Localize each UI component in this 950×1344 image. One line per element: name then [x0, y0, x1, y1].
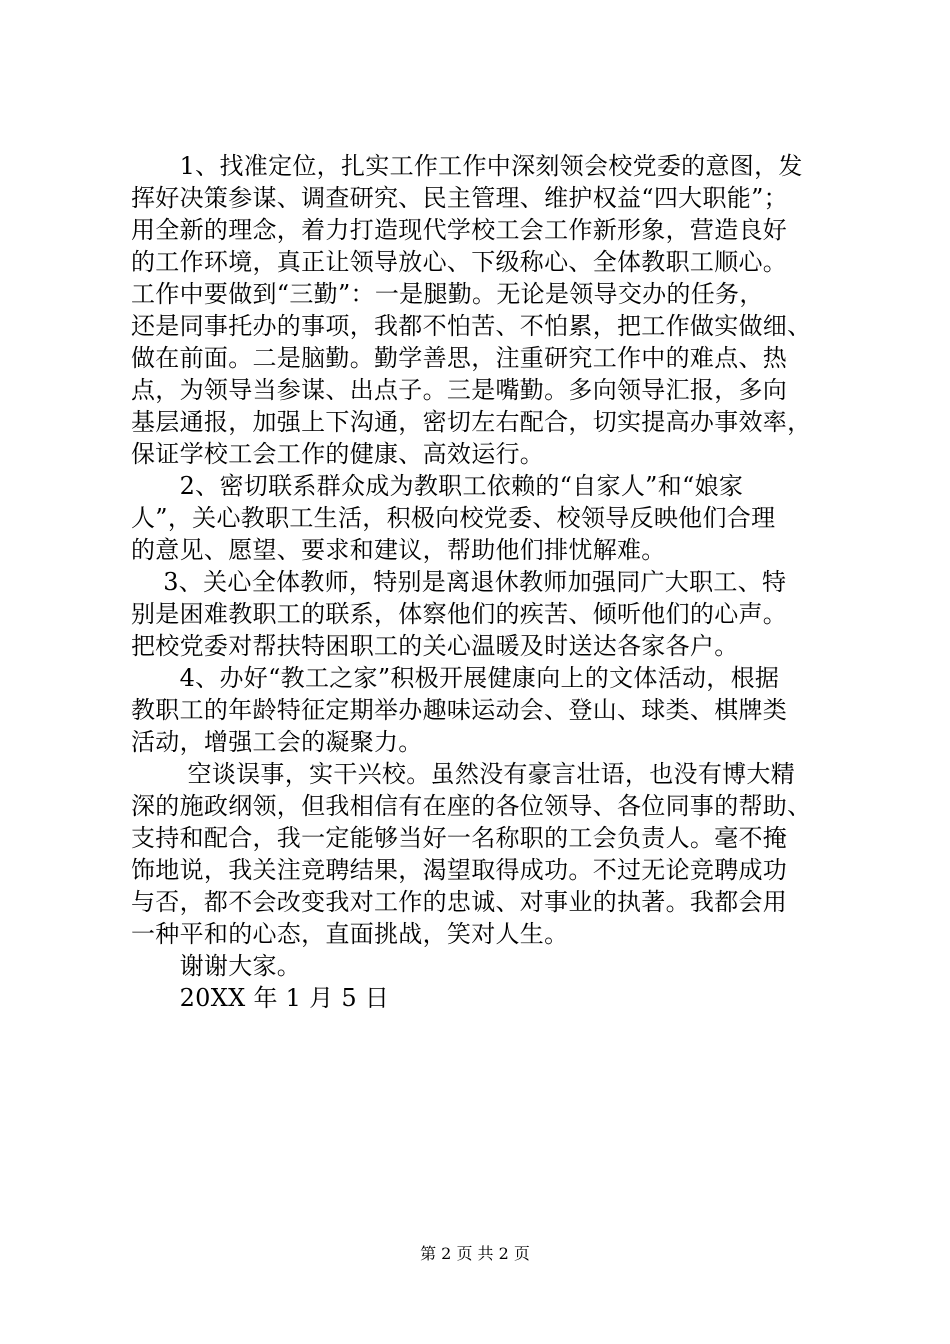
text-line: 基层通报，加强上下沟通，密切左右配合，切实提高办事效率， [131, 408, 812, 436]
body-text [131, 150, 831, 1014]
text-line: 3、关心全体教师，特别是离退休教师加强同广大职工、特 [131, 568, 787, 596]
text-line: 保证学校工会工作的健康、高效运行。 [131, 440, 545, 468]
text-line: 支持和配合，我一定能够当好一名称职的工会负责人。毫不掩 [131, 824, 788, 852]
text-line: 工作中要做到“三勤”：一是腿勤。无论是领导交办的任务， [131, 280, 764, 308]
text-line: 人”，关心教职工生活，积极向校党委、校领导反映他们合理 [131, 504, 776, 532]
text-line: 教职工的年龄特征定期举办趣味运动会、登山、球类、棋牌类 [131, 696, 788, 724]
text-line: 的工作环境，真正让领导放心、下级称心、全体教职工顺心。 [131, 248, 788, 276]
text-line: 做在前面。二是脑勤。勤学善思，注重研究工作中的难点、热 [131, 344, 788, 372]
text-line: 深的施政纲领，但我相信有在座的各位领导、各位同事的帮助、 [131, 792, 812, 820]
text-line: 还是同事托办的事项，我都不怕苦、不怕累，把工作做实做细、 [131, 312, 812, 340]
text-line: 与否，都不会改变我对工作的忠诚、对事业的执著。我都会用 [131, 888, 788, 916]
text-line: 别是困难教职工的联系，体察他们的疾苦、倾听他们的心声。 [131, 600, 788, 628]
text-line: 4、办好“教工之家”积极开展健康向上的文体活动，根据 [131, 664, 780, 692]
text-line: 挥好决策参谋、调查研究、民主管理、维护权益“四大职能”； [131, 184, 788, 212]
text-line: 2、密切联系群众成为教职工依赖的“自家人”和“娘家 [131, 472, 744, 500]
page-footer: 第 2 页 共 2 页 [420, 1244, 530, 1263]
closing-line: 谢谢大家。 [131, 952, 302, 980]
text-line: 一种平和的心态，直面挑战，笑对人生。 [131, 920, 569, 948]
text-line: 用全新的理念，着力打造现代学校工会工作新形象，营造良好 [131, 216, 788, 244]
text-line: 把校党委对帮扶特困职工的关心温暖及时送达各家各户。 [131, 632, 739, 660]
text-line: 饰地说，我关注竞聘结果，渴望取得成功。不过无论竞聘成功 [131, 856, 788, 884]
text-line: 点，为领导当参谋、出点子。三是嘴勤。多向领导汇报，多向 [131, 376, 788, 404]
text-line: 的意见、愿望、要求和建议，帮助他们排忧解难。 [131, 536, 666, 564]
date-line: 20XX 年 1 月 5 日 [131, 984, 390, 1012]
text-line: 活动，增强工会的凝聚力。 [131, 728, 423, 756]
text-line: 空谈误事，实干兴校。虽然没有豪言壮语，也没有博大精 [131, 760, 796, 788]
text-line: 1、找准定位，扎实工作工作中深刻领会校党委的意图，发 [131, 152, 803, 180]
